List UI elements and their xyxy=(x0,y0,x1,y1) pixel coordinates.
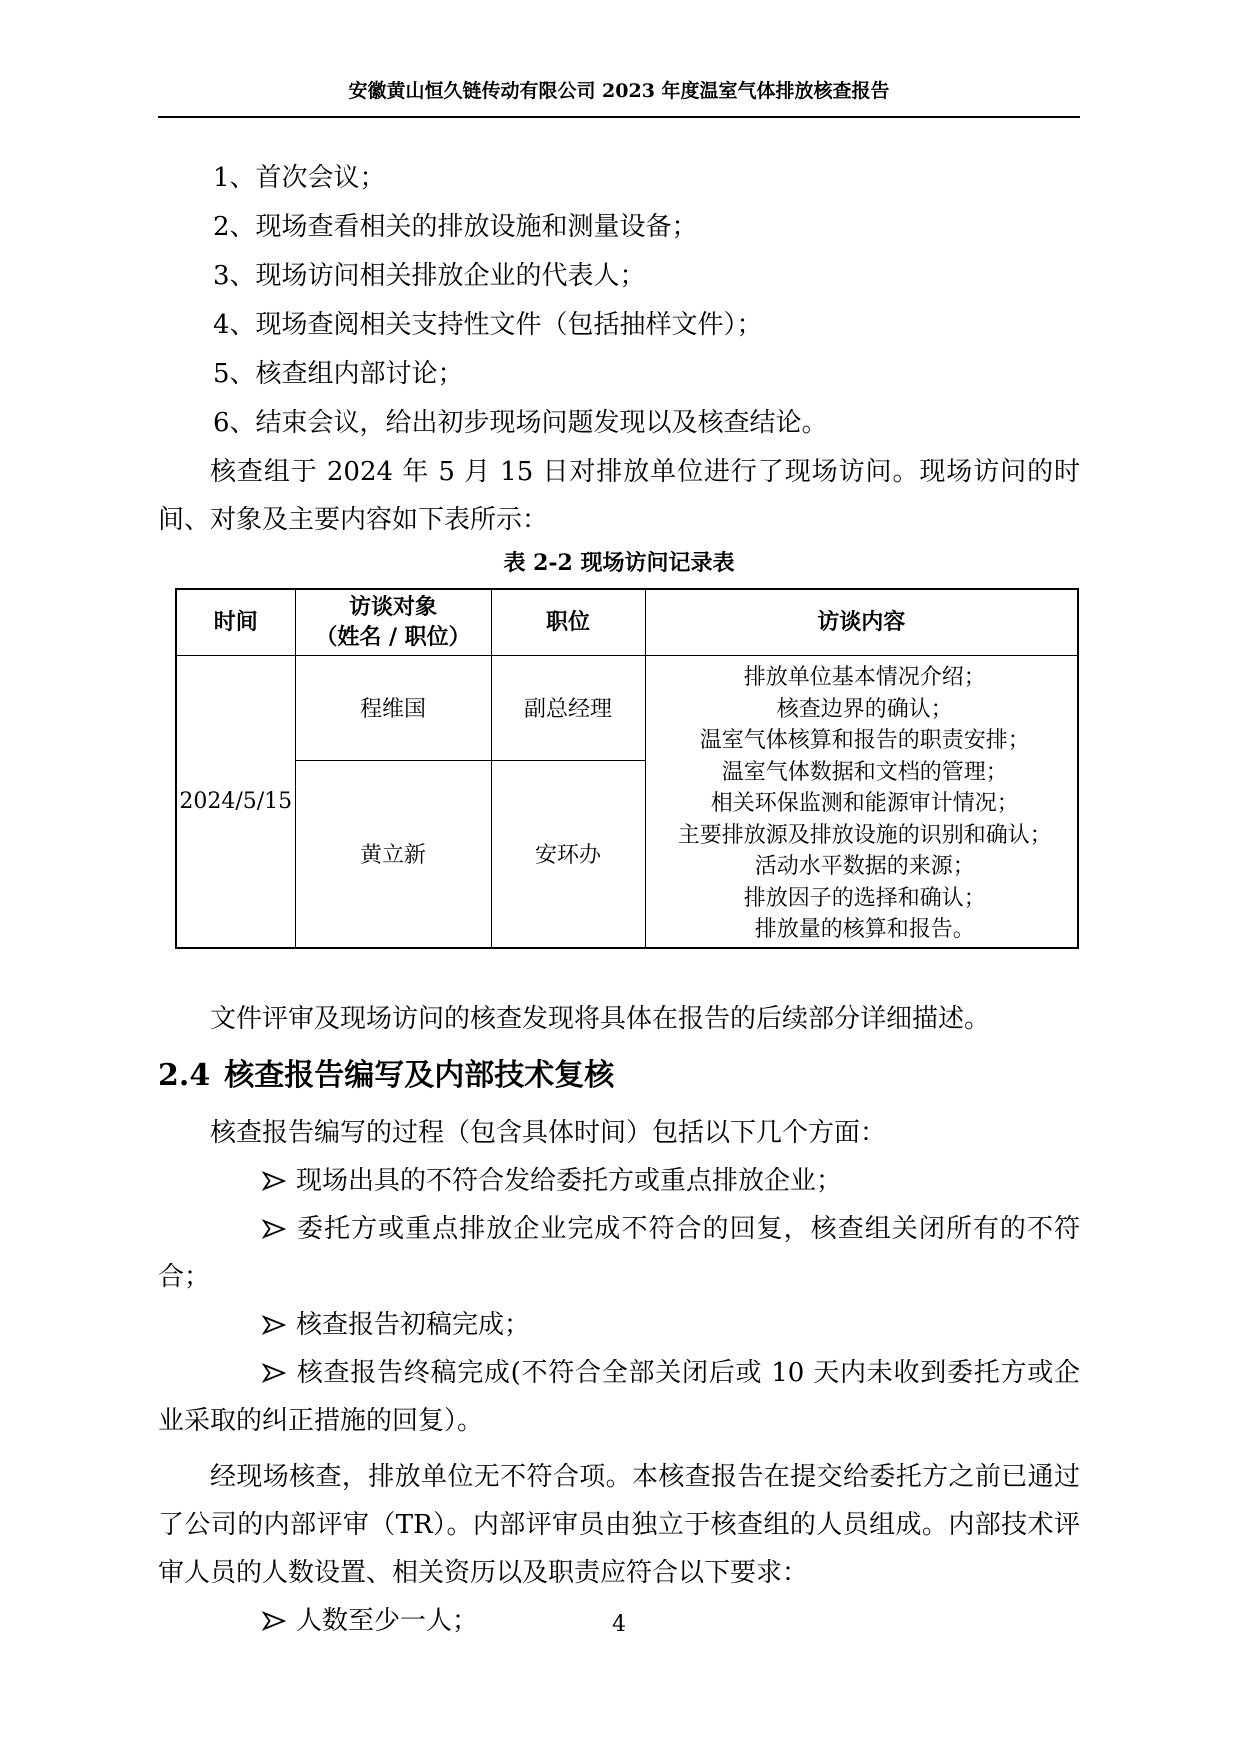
header-title: 安徽黄山恒久链传动有限公司 2023 年度温室气体排放核查报告 xyxy=(348,80,890,102)
interviewee-position-cell: 副总经理 xyxy=(491,655,645,760)
content-line: 活动水平数据的来源； xyxy=(754,854,975,879)
meeting-steps-list xyxy=(158,154,1080,448)
list-item-text: 委托方或重点排放企业完成不符合的回复，核查组关闭所有的不符合； xyxy=(158,1214,1080,1292)
tr-requirements-paragraph: 经现场核查，排放单位无不符合项。本核查报告在提交给委托方之前已通过了公司的内部评审（TR）。内部评审员由独立于核查组的人员组成。内部技术评审人员的人数设置、相关资历以及职责应符合以下要求： xyxy=(158,1462,1080,1588)
section-title: 核查报告编写及内部技术复核 xyxy=(224,1058,615,1093)
writing-intro-paragraph: 核查报告编写的过程（包含具体时间）包括以下几个方面： xyxy=(210,1118,887,1148)
interviewee-name-cell: 黄立新 xyxy=(295,760,491,948)
section-heading xyxy=(158,1055,1080,1097)
writing-steps-list xyxy=(158,1157,1080,1445)
content-line: 排放量的核算和报告。 xyxy=(754,917,975,942)
col-header-time: 时间 xyxy=(176,589,295,655)
col-header-interviewee-line1: 访谈对象 xyxy=(348,594,437,621)
table-row xyxy=(176,655,1078,760)
after-table-paragraph: 文件评审及现场访问的核查发现将具体在报告的后续部分详细描述。 xyxy=(210,1004,991,1034)
list-item: 2、现场查看相关的排放设施和测量设备； xyxy=(213,212,698,242)
arrow-bullet-icon xyxy=(210,1349,286,1397)
list-item: 1、首次会议； xyxy=(213,163,386,193)
list-item-text: 人数至少一人； xyxy=(296,1606,479,1636)
section-number: 2.4 xyxy=(158,1058,211,1093)
table-caption: 表 2-2 现场访问记录表 xyxy=(503,550,735,576)
list-item-text: 核查报告初稿完成； xyxy=(296,1310,531,1340)
visit-intro-paragraph: 核查组于 2024 年 5 月 15 日对排放单位进行了现场访问。现场访问的时间、对象及主要内容如下表所示： xyxy=(158,457,1080,535)
page-number: 4 xyxy=(612,1612,626,1637)
visit-record-table xyxy=(175,588,1079,949)
col-header-content: 访谈内容 xyxy=(645,589,1078,655)
col-header-interviewee-line2: （姓名 / 职位） xyxy=(315,624,471,651)
content-line: 相关环保监测和能源审计情况； xyxy=(710,791,1019,816)
list-item xyxy=(158,1301,1080,1349)
content-line: 主要排放源及排放设施的识别和确认； xyxy=(677,822,1052,848)
date-cell: 2024/5/15 xyxy=(176,655,295,948)
list-item xyxy=(158,1205,1080,1301)
list-item: 3、现场访问相关排放企业的代表人； xyxy=(213,261,646,291)
arrow-bullet-icon xyxy=(210,1205,286,1253)
col-header-interviewee xyxy=(295,589,491,655)
list-item-text: 核查报告终稿完成(不符合全部关闭后或 10 天内未收到委托方或企业采取的纠正措施的回复）。 xyxy=(158,1358,1080,1436)
interview-content-cell xyxy=(645,655,1078,948)
content-line: 排放因子的选择和确认； xyxy=(743,885,986,911)
interviewee-name-cell: 程维国 xyxy=(295,655,491,760)
list-item: 6、结束会议，给出初步现场问题发现以及核查结论。 xyxy=(213,408,828,438)
content-line: 温室气体核算和报告的职责安排； xyxy=(699,728,1030,753)
content-line: 核查边界的确认； xyxy=(776,696,953,722)
page-header xyxy=(158,78,1080,118)
list-item-text: 现场出具的不符合发给委托方或重点排放企业； xyxy=(296,1166,843,1196)
interviewee-position-cell: 安环办 xyxy=(491,760,645,948)
content-line: 温室气体数据和文档的管理； xyxy=(721,759,1008,785)
arrow-bullet-icon xyxy=(210,1301,286,1349)
list-item: 4、现场查阅相关支持性文件（包括抽样文件）； xyxy=(213,310,763,340)
table-header-row xyxy=(176,589,1078,655)
arrow-bullet-icon xyxy=(210,1157,286,1205)
list-item: 5、核查组内部讨论； xyxy=(213,359,464,389)
page-content xyxy=(158,78,1080,1645)
list-item xyxy=(158,1349,1080,1445)
content-line: 排放单位基本情况介绍； xyxy=(743,665,986,690)
col-header-position: 职位 xyxy=(491,589,645,655)
list-item xyxy=(158,1157,1080,1205)
